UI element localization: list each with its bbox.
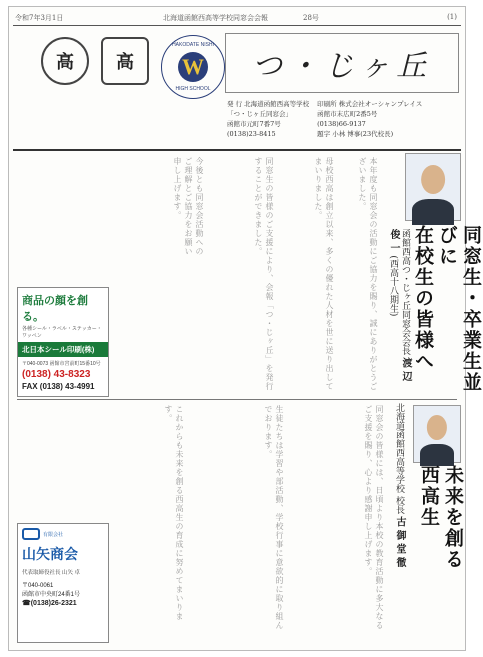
editor-credit: 題字 小林 博事(23代校長): [317, 130, 394, 138]
issue-number: 28号: [303, 14, 319, 22]
ad-yamaya-shokai: 有限会社 山矢商会 代表取締役社長 山矢 卓 〒040-0061 函館市中央町24番1号 ☎(0138)26-2321: [17, 523, 109, 643]
article2-byline: 北海道函館西高等学校 校長 古 御 堂 徹: [394, 403, 405, 568]
page-header: [13, 11, 461, 26]
newsletter-title: つ・じヶ丘: [225, 33, 459, 93]
article1-byline: 函館西高つ・じヶ丘同窓会会長 渡 辺 俊 一 (西高十八期生): [388, 229, 411, 382]
article1-headline: 同窓生・卒業生並びに 在校生の皆様へ: [412, 225, 482, 393]
page-number: (1): [447, 13, 457, 21]
school-crest-2: 高: [101, 37, 149, 85]
principal-photo: [413, 405, 461, 463]
article1-body-col4: 今後とも同窓会活動へのご理解とご協力をお願い申し上げます。: [173, 157, 204, 256]
publication-name: 北海道函館西高等学校同窓会会報: [163, 14, 268, 22]
article2-body-col3: これからも未来を創る西高生の育成に努めてまいります。: [164, 405, 184, 621]
article1-body-col2: 母校西高は創立以来、多くの優れた人材を世に送り出してまいりました。: [314, 157, 334, 391]
newsletter-page: [8, 6, 482, 651]
ad-kitanihon-seal: 商品の顔を創る。 各種シール・ラベル・ステッカー・ワッペン 北日本シール印刷(株) 〒040-0073 函館市宮前町15番10号 (0138) 43-8323 FAX (0138) 43-4991: [17, 287, 109, 397]
article1-body-col5: [17, 157, 101, 257]
article2-headline: 未来を創る西高生: [418, 465, 464, 570]
publisher-info: 発 行 北海道函館西高等学校 「つ・じヶ丘同窓会」 函館市元町7番7号 (0138)23-8415 印刷所 株式会社オーシャンプレイス 函館市末広町2番5号 (0138)66-9137 題字 小林 博事(23代校長): [227, 100, 423, 138]
section-divider: [17, 399, 457, 400]
article2-body-col1: 同窓会の皆様には、日頃より本校の教育活動に多大なるご支援を賜り、心より感謝申し上げます。: [364, 405, 384, 630]
article2-body-col2: 生徒たちは学習や部活動、学校行事に意欲的に取り組んでおります。: [264, 405, 284, 630]
article1-body-col1: 本年度も同窓会の活動にご協力を賜り、誠にありがとうございました。: [358, 157, 378, 391]
masthead: [13, 29, 461, 151]
school-crest-1: 高: [41, 37, 89, 85]
article1-body-col3: 同窓生の皆様のご支援により、会報「つ・じヶ丘」を発行することができました。: [254, 157, 274, 391]
issue-date: 令和7年3月1日: [15, 14, 64, 22]
chairman-photo: [405, 153, 461, 221]
article2-body-col4: [17, 405, 103, 517]
school-emblem-logo: HAKODATE NISHI W HIGH SCHOOL: [161, 35, 225, 99]
yamaya-logo-icon: [22, 528, 40, 540]
